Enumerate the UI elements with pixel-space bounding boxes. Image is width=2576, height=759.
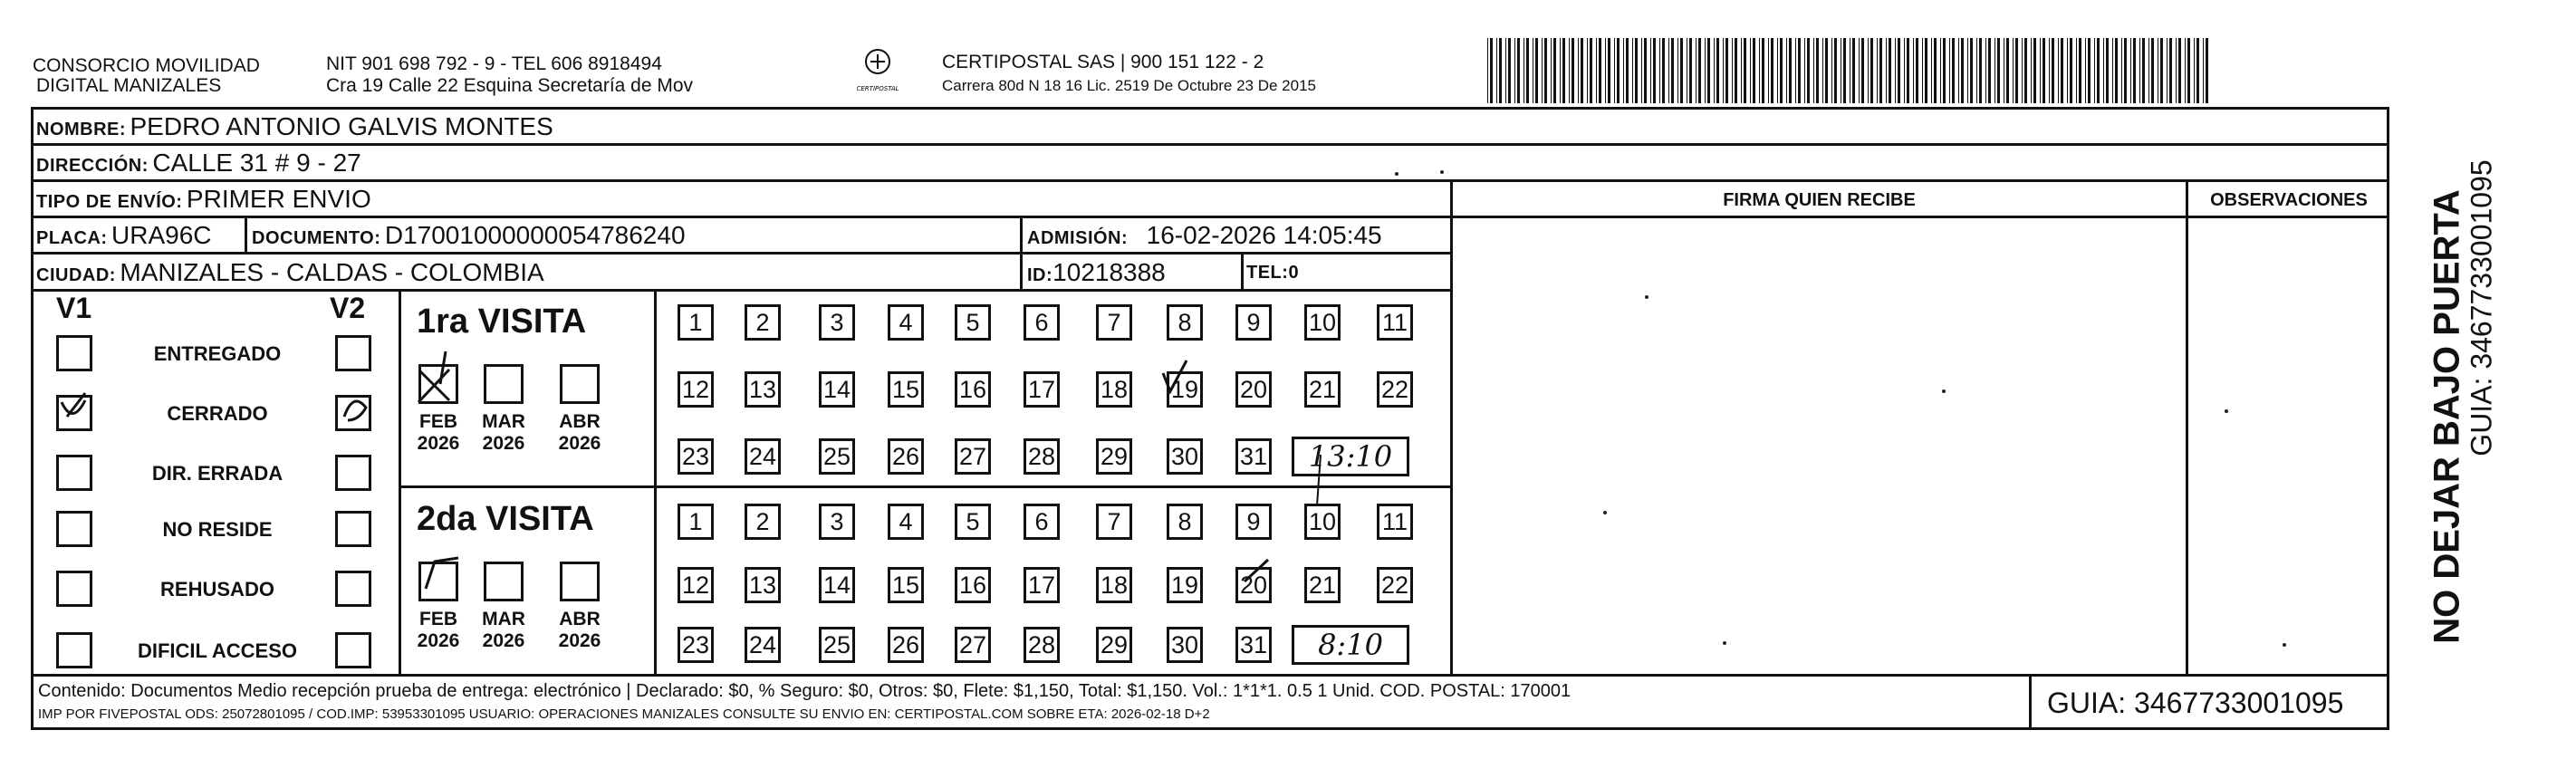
barcode-bar [1985,38,1986,103]
day-checkbox[interactable]: 6 [1024,304,1060,341]
barcode-bar [1786,38,1787,103]
tipo-envio-label: TIPO DE ENVÍO: [36,192,183,212]
barcode-bar [1886,38,1887,103]
day-checkbox[interactable]: 6 [1024,504,1060,540]
barcode-bar [1949,38,1950,103]
company-name-line1: CONSORCIO MOVILIDAD [33,55,260,76]
barcode-bar [2097,38,2100,103]
day-checkbox[interactable]: 3 [819,504,855,540]
direccion-field [36,149,361,182]
day-checkbox[interactable]: 31 [1235,627,1272,663]
tel-value: 0 [1288,263,1300,283]
barcode-bar [2121,38,2122,103]
barcode-bar [1780,38,1783,103]
placa-value: URA96C [111,221,212,249]
day-checkbox[interactable]: 3 [819,304,855,341]
certipostal-logo [857,47,899,103]
barcode-bar [1843,38,1846,103]
barcode-bar [1650,38,1651,103]
barcode-bar [1707,38,1710,103]
v1-checkbox[interactable] [56,335,92,371]
barcode-bar [1716,38,1719,103]
footer-guia: GUIA: 3467733001095 [2047,687,2344,719]
barcode-bar [2052,38,2054,103]
barcode-bar [1668,38,1669,103]
day-checkbox[interactable]: 1 [678,304,714,341]
day-checkbox[interactable]: 14 [819,371,855,408]
nombre-value: PEDRO ANTONIO GALVIS MONTES [130,112,553,140]
placa-label: PLACA: [36,228,108,248]
barcode-bar [1744,38,1746,103]
barcode-bar [1490,38,1493,103]
barcode-bar [2196,38,2199,103]
barcode-bar [1741,38,1742,103]
tel-field [1246,258,1299,289]
barcode-bar [1970,38,1973,103]
firma-header: FIRMA QUIEN RECIBE [1723,190,1916,210]
v2-checkbox[interactable] [335,335,371,371]
v2-checkbox[interactable] [335,455,371,491]
barcode-bar [1750,38,1751,103]
barcode-bar [1590,38,1592,103]
address-line: Cra 19 Calle 22 Esquina Secretaría de Mov [326,75,694,96]
barcode-bar [2061,38,2063,103]
side-guia: GUIA: 3467733001095 [2465,159,2498,456]
day-checkbox[interactable]: 29 [1096,438,1132,475]
day-checkbox[interactable]: 19 [1167,567,1203,603]
day-checkbox[interactable]: 24 [745,438,781,475]
barcode-bar [1517,38,1520,103]
barcode-bar [1822,38,1823,103]
barcode-bar [1578,38,1579,103]
barcode-bar [1487,38,1488,103]
barcode-bar [2106,38,2109,103]
day-checkbox[interactable]: 26 [888,627,924,663]
barcode-bar [1831,38,1832,103]
v2-header: V2 [330,292,366,324]
barcode-bar [1523,38,1524,103]
barcode-bar [1560,38,1561,103]
barcode-bar [1677,38,1678,103]
barcode-bar [1614,38,1615,103]
v1-header: V1 [56,292,92,324]
day-checkbox[interactable]: 2 [745,504,781,540]
barcode-bar [2160,38,2163,103]
day-checkbox[interactable]: 11 [1377,504,1413,540]
barcode-bar [1569,38,1570,103]
day-checkbox[interactable]: 24 [745,627,781,663]
admision-value: 16-02-2026 14:05:45 [1146,221,1382,249]
barcode-bar [1587,38,1588,103]
barcode-bar [1859,38,1860,103]
barcode-bar [1922,38,1923,103]
day-checkbox[interactable]: 20 [1235,567,1272,603]
day-checkbox[interactable]: 21 [1304,567,1341,603]
day-checkbox[interactable]: 18 [1096,567,1132,603]
day-checkbox[interactable]: 9 [1235,304,1272,341]
day-checkbox[interactable]: 22 [1377,567,1413,603]
barcode-bar [2070,38,2072,103]
status-label: CERRADO [167,402,268,425]
company-name-line2: DIGITAL MANIZALES [36,75,222,96]
tipo-envio-field [36,185,371,218]
ciudad-field [36,258,544,292]
barcode-bar [1777,38,1778,103]
day-checkbox[interactable]: 16 [955,371,991,408]
month-year: 2026 [558,630,601,651]
barcode-bar [1698,38,1701,103]
day-checkbox[interactable]: 29 [1096,627,1132,663]
day-checkbox[interactable]: 1 [678,504,714,540]
v2-checkbox[interactable] [335,511,371,547]
day-checkbox[interactable]: 15 [888,371,924,408]
day-checkbox[interactable]: 19 [1167,371,1203,408]
barcode-bar [2076,38,2077,103]
barcode-bar [1889,38,1891,103]
day-checkbox[interactable]: 8 [1167,504,1203,540]
barcode-bar [2049,38,2050,103]
visit-title: 1ra VISITA [417,303,587,341]
day-checkbox[interactable]: 5 [955,504,991,540]
barcode-bar [1816,38,1819,103]
day-checkbox[interactable]: 11 [1377,304,1413,341]
barcode-bar [2148,38,2149,103]
barcode-bar [1680,38,1683,103]
day-checkbox[interactable]: 4 [888,504,924,540]
status-label: REHUSADO [160,578,274,600]
barcode-bar [2142,38,2145,103]
barcode-bar [1732,38,1733,103]
admision-field [1027,221,1382,255]
barcode-bar [2130,38,2131,103]
day-checkbox[interactable]: 20 [1235,371,1272,408]
documento-field [252,221,686,255]
barcode-bar [1961,38,1964,103]
footer-line1: Contenido: Documentos Medio recepción prueba de entrega: electrónico | Declarado: $0, % Seguro: $0, Otros: $0, Flete: $1,150, Total: $1,150. Vol.: 1*1*1. 0.5 1 Unid. COD. POSTAL: 170001 [38,681,1572,701]
barcode-bar [1581,38,1583,103]
barcode-bar [1696,38,1697,103]
barcode-bar [1798,38,1801,103]
barcode-bar [1768,38,1769,103]
barcode-bar [1879,38,1882,103]
handwritten-time: 13:10 [1292,437,1409,476]
barcode-bar [2169,38,2172,103]
barcode-bar [1659,38,1660,103]
barcode-bar [1931,38,1932,103]
v2-checkbox[interactable] [335,571,371,607]
barcode-bar [2067,38,2068,103]
v2-checkbox[interactable] [335,632,371,668]
barcode-bar [1952,38,1955,103]
barcode-bar [1562,38,1565,103]
day-checkbox[interactable]: 17 [1024,371,1060,408]
barcode-bar [1940,38,1941,103]
status-label: ENTREGADO [153,342,282,365]
day-checkbox[interactable]: 14 [819,567,855,603]
id-value: 10218388 [1053,258,1166,286]
barcode-bar [1813,38,1814,103]
barcode-bar [1596,38,1597,103]
status-label: NO RESIDE [162,518,273,541]
barcode-bar [1714,38,1715,103]
placa-field [36,221,211,255]
barcode-bar [1599,38,1601,103]
month-name: FEB [419,411,457,432]
barcode-bar [1916,38,1918,103]
barcode-bar [2013,38,2014,103]
barcode-bar [1943,38,1946,103]
day-checkbox[interactable]: 10 [1304,304,1341,341]
barcode-bar [1877,38,1878,103]
footer-line2: IMP POR FIVEPOSTAL ODS: 25072801095 / COD.IMP: 53953301095 USUARIO: OPERACIONES MANIZALES CONSULTE SU ENVIO EN: CERTIPOSTAL.COM SOBRE ETA: 2026-02-18 D+2 [38,706,1210,722]
barcode-bar [2058,38,2059,103]
barcode-bar [2043,38,2045,103]
observaciones-header: OBSERVACIONES [2210,190,2368,210]
day-checkbox[interactable]: 16 [955,567,991,603]
day-checkbox[interactable]: 10 [1304,504,1341,540]
ciudad-label: CIUDAD: [36,265,116,285]
barcode-bar [1551,38,1552,103]
barcode-bar [1834,38,1837,103]
day-checkbox[interactable]: 28 [1024,627,1060,663]
barcode-bar [1852,38,1855,103]
day-checkbox[interactable]: 15 [888,567,924,603]
month-name: MAR [482,411,525,432]
barcode-bar [1898,38,1900,103]
month-year: 2026 [558,433,601,454]
month-year: 2026 [482,433,525,454]
barcode-bar [1608,38,1610,103]
barcode-bar [1644,38,1647,103]
month-name: MAR [482,609,525,629]
day-checkbox[interactable]: 28 [1024,438,1060,475]
day-checkbox[interactable]: 7 [1096,304,1132,341]
svg-text:CERTIPOSTAL: CERTIPOSTAL [857,85,899,92]
month-year: 2026 [417,433,460,454]
barcode-bar [1870,38,1873,103]
handwritten-time: 8:10 [1292,625,1409,665]
barcode-bar [1505,38,1506,103]
barcode-bar [2085,38,2086,103]
handwritten-marks [399,344,1467,670]
barcode-bar [1804,38,1805,103]
barcode-bar [1526,38,1529,103]
day-checkbox[interactable]: 9 [1235,504,1272,540]
barcode-bar [1572,38,1574,103]
day-checkbox[interactable]: 7 [1096,504,1132,540]
barcode-bar [2022,38,2023,103]
day-checkbox[interactable]: 17 [1024,567,1060,603]
barcode-bar [2194,38,2195,103]
barcode-bar [1653,38,1656,103]
day-checkbox[interactable]: 25 [819,438,855,475]
barcode-bar [2040,38,2041,103]
day-checkbox[interactable]: 18 [1096,371,1132,408]
day-checkbox[interactable]: 27 [955,438,991,475]
barcode-bar [1753,38,1755,103]
barcode-bar [2079,38,2081,103]
barcode-bar [1689,38,1692,103]
barcode-bar [1795,38,1796,103]
v1-checkbox[interactable] [56,571,92,607]
barcode-bar [2112,38,2113,103]
barcode-bar [1499,38,1502,103]
barcode-bar [2024,38,2027,103]
day-checkbox[interactable]: 27 [955,627,991,663]
day-checkbox[interactable]: 23 [678,438,714,475]
barcode-bar [1994,38,1995,103]
barcode-bar [1759,38,1760,103]
day-checkbox[interactable]: 30 [1167,627,1203,663]
v1-checkbox[interactable] [56,455,92,491]
month-name: ABR [559,609,601,629]
barcode-bar [1496,38,1497,103]
day-checkbox[interactable]: 23 [678,627,714,663]
barcode-bar [2103,38,2104,103]
barcode-bar [2151,38,2154,103]
barcode-bar [2094,38,2095,103]
status-label: DIR. ERRADA [151,462,284,485]
no-dejar-bajo-puerta: NO DEJAR BAJO PUERTA [2427,189,2467,644]
barcode-bar [1617,38,1620,103]
day-checkbox[interactable]: 4 [888,304,924,341]
barcode-bar [1535,38,1538,103]
cerrado-marks [54,380,399,435]
admision-label: ADMISIÓN: [1027,228,1129,248]
month-name: ABR [559,411,601,432]
barcode-bar [1976,38,1977,103]
barcode-bar [1641,38,1642,103]
barcode-bar [1662,38,1665,103]
direccion-value: CALLE 31 # 9 - 27 [152,149,361,177]
barcode-bar [1605,38,1606,103]
id-label: ID: [1027,265,1053,285]
barcode-bar [1807,38,1810,103]
barcode-bar [1988,38,1991,103]
barcode-bar [1626,38,1629,103]
barcode-bar [2139,38,2140,103]
barcode-bar [1762,38,1764,103]
status-label: DIFICIL ACCESO [137,639,297,662]
barcode-bar [2031,38,2032,103]
day-checkbox[interactable]: 31 [1235,438,1272,475]
barcode-bar [1913,38,1914,103]
barcode-bar [1997,38,2000,103]
v1-checkbox[interactable] [56,632,92,668]
barcode-bar [1979,38,1982,103]
barcode-bar [1514,38,1515,103]
day-checkbox[interactable]: 8 [1167,304,1203,341]
barcode-bar [2206,38,2208,103]
barcode-bar [2124,38,2127,103]
barcode-bar [1544,38,1547,103]
barcode-bar [1907,38,1909,103]
month-name: FEB [419,609,457,629]
barcode-bar [1861,38,1864,103]
barcode-bar [2187,38,2190,103]
day-checkbox[interactable]: 13 [745,567,781,603]
barcode-bar [2176,38,2177,103]
documento-value: D17001000000054786240 [384,221,686,249]
barcode-bar [1723,38,1724,103]
barcode-bar [1825,38,1828,103]
barcode-bar [1542,38,1543,103]
barcode-bar [1508,38,1511,103]
month-year: 2026 [417,630,460,651]
barcode-bar [1553,38,1556,103]
day-checkbox[interactable]: 25 [819,627,855,663]
barcode-bar [2203,38,2204,103]
barcode-bar [2178,38,2181,103]
barcode-bar [1635,38,1638,103]
day-checkbox[interactable]: 13 [745,371,781,408]
barcode-bar [1967,38,1968,103]
day-checkbox[interactable]: 22 [1377,371,1413,408]
barcode-bar [1705,38,1706,103]
barcode-bar [1735,38,1737,103]
day-checkbox[interactable]: 2 [745,304,781,341]
barcode-bar [1725,38,1728,103]
v1-checkbox[interactable] [56,511,92,547]
barcode-bar [1632,38,1633,103]
tipo-envio-value: PRIMER ENVIO [186,185,371,213]
barcode-bar [1868,38,1869,103]
tel-label: TEL: [1246,263,1289,283]
barcode-bar [2185,38,2186,103]
day-checkbox[interactable]: 12 [678,371,714,408]
ciudad-value: MANIZALES - CALDAS - COLOMBIA [120,258,544,286]
month-year: 2026 [482,630,525,651]
day-checkbox[interactable]: 12 [678,567,714,603]
barcode-bar [1934,38,1937,103]
day-checkbox[interactable]: 30 [1167,438,1203,475]
barcode-bar [2115,38,2118,103]
barcode-bar [1895,38,1896,103]
barcode-bar [1623,38,1624,103]
barcode-bar [1671,38,1674,103]
barcode-bar [2033,38,2036,103]
barcode-bar [1771,38,1773,103]
id-field [1027,258,1166,292]
barcode-bar [1789,38,1792,103]
day-checkbox[interactable]: 5 [955,304,991,341]
certipostal-line1: CERTIPOSTAL SAS | 900 151 122 - 2 [942,52,1264,72]
barcode-bar [2006,38,2009,103]
nombre-label: NOMBRE: [36,120,127,139]
direccion-label: DIRECCIÓN: [36,156,149,176]
barcode-bar [1958,38,1959,103]
certipostal-line2: Carrera 80d N 18 16 Lic. 2519 De Octubre 23 De 2015 [942,77,1316,94]
barcode-bar [1925,38,1927,103]
barcode [1485,38,2210,103]
day-checkbox[interactable]: 26 [888,438,924,475]
barcode-bar [2015,38,2018,103]
nombre-field [36,112,553,146]
documento-label: DOCUMENTO: [252,228,381,248]
visit-title: 2da VISITA [417,500,594,538]
barcode-bar [2088,38,2091,103]
day-checkbox[interactable]: 21 [1304,371,1341,408]
nit-line: NIT 901 698 792 - 9 - TEL 606 8918494 [326,53,662,74]
barcode-bar [1904,38,1905,103]
barcode-bar [2133,38,2136,103]
